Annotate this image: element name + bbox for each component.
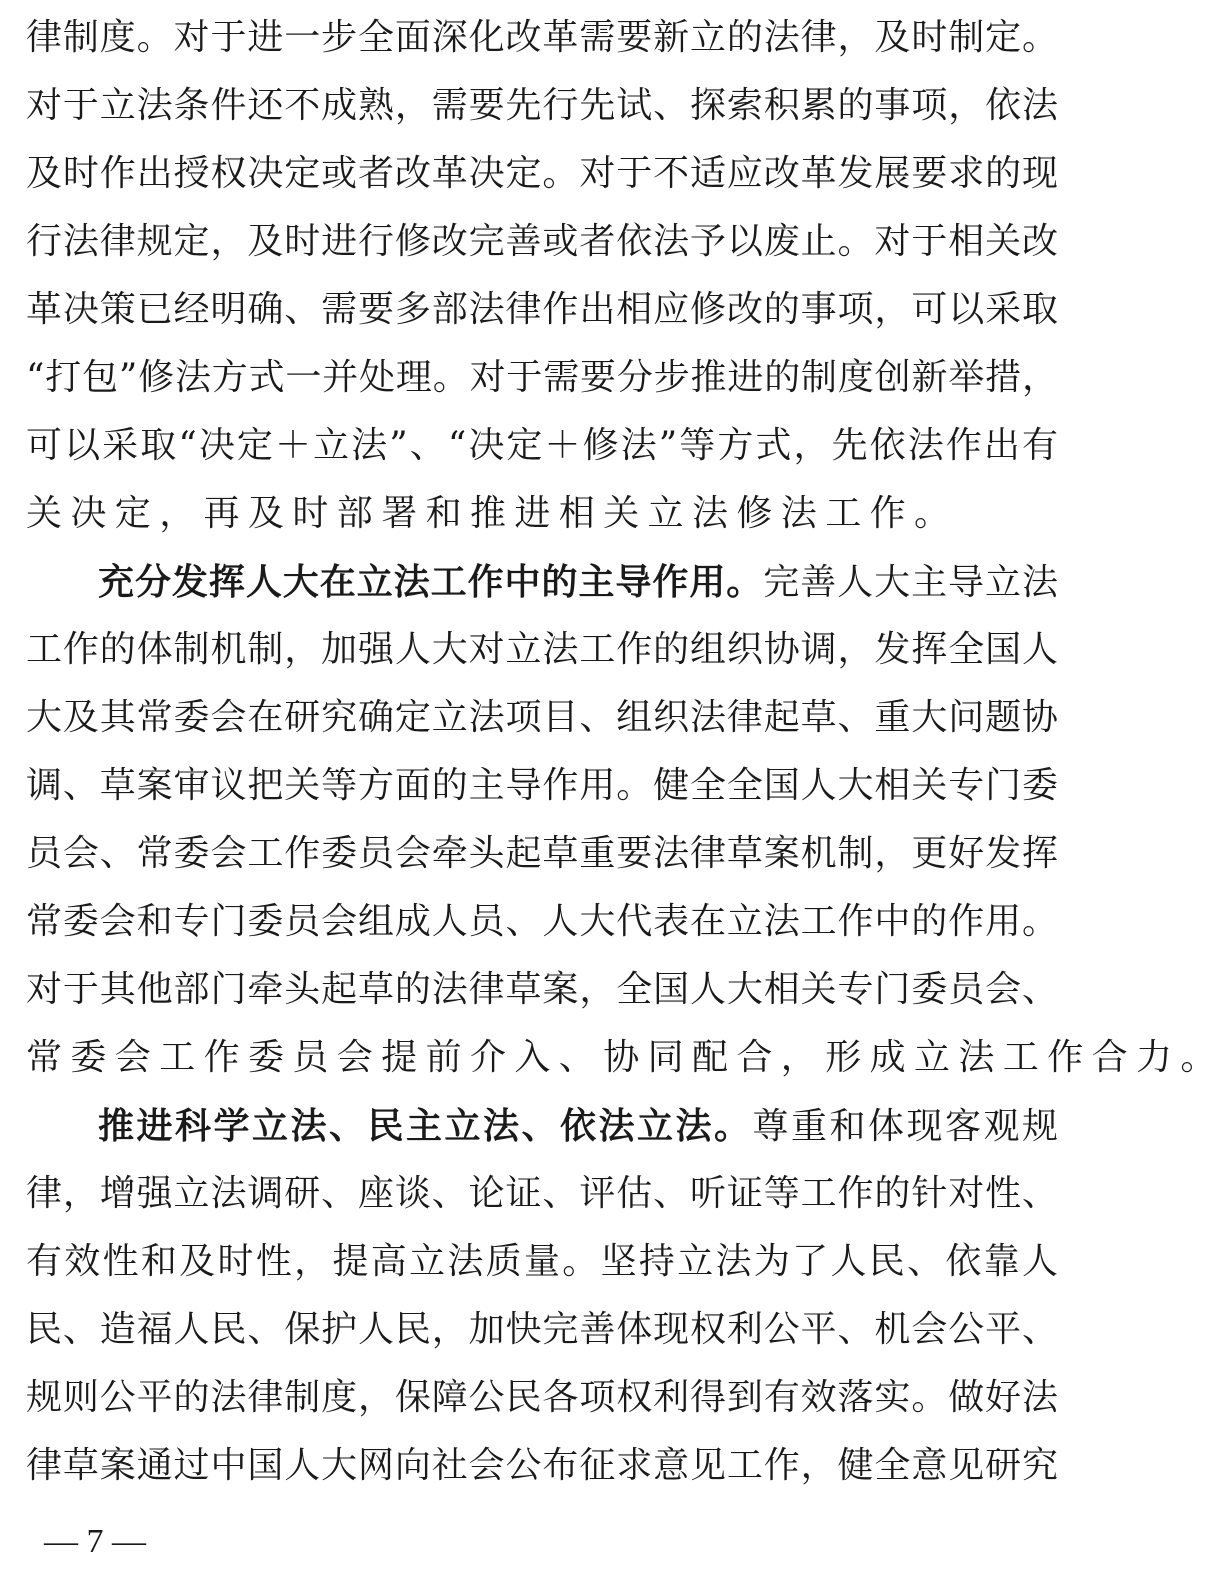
- text-line: 大及其常委会在研究确定立法项目、组织法律起草、重大问题协: [26, 697, 1058, 738]
- paragraph-heading: 充分发挥人大在立法工作中的主导作用。: [98, 561, 764, 603]
- text-line: 工作的体制机制，加强人大对立法工作的组织协调，发挥全国人: [26, 629, 1058, 670]
- paragraph-heading: 推进科学立法、民主立法、依法立法。: [98, 1105, 753, 1147]
- text-line: 员会、常委会工作委员会牵头起草重要法律草案机制，更好发挥: [26, 833, 1058, 874]
- text-line: “打包”修法方式一并处理。对于需要分步推进的制度创新举措，: [26, 357, 1058, 398]
- text-line: 常委会工作委员会提前介入、协同配合，形成立法工作合力。: [26, 1037, 1225, 1078]
- text-line: 革决策已经明确、需要多部法律作出相应修改的事项，可以采取: [26, 289, 1058, 330]
- document-body: [26, 4, 1225, 1500]
- paragraph-first-line: [26, 548, 1058, 616]
- paragraph-text: 尊重和体现客观规: [752, 1106, 1058, 1147]
- text-line: 对于其他部门牵头起草的法律草案，全国人大相关专门委员会、: [26, 969, 1058, 1010]
- page-number: — 7 —: [44, 1523, 146, 1560]
- text-line: 对于立法条件还不成熟，需要先行先试、探索积累的事项，依法: [26, 85, 1058, 126]
- paragraph-first-line: [26, 1092, 1058, 1160]
- text-line: 调、草案审议把关等方面的主导作用。健全全国人大相关专门委: [26, 765, 1058, 806]
- text-line: 有效性和及时性，提高立法质量。坚持立法为了人民、依靠人: [26, 1241, 1058, 1282]
- text-line: 行法律规定，及时进行修改完善或者依法予以废止。对于相关改: [26, 221, 1058, 262]
- text-line: 律草案通过中国人大网向社会公布征求意见工作，健全意见研究: [26, 1445, 1058, 1486]
- text-line: 律，增强立法调研、座谈、论证、评估、听证等工作的针对性、: [26, 1173, 1058, 1214]
- text-line: 及时作出授权决定或者改革决定。对于不适应改革发展要求的现: [26, 153, 1058, 194]
- text-line: 常委会和专门委员会组成人员、人大代表在立法工作中的作用。: [26, 901, 1058, 942]
- text-line: 可以采取“决定＋立法”、“决定＋修法”等方式，先依法作出有: [26, 425, 1058, 466]
- text-line: 民、造福人民、保护人民，加快完善体现权利公平、机会公平、: [26, 1309, 1058, 1350]
- text-line: 规则公平的法律制度，保障公民各项权利得到有效落实。做好法: [26, 1377, 1058, 1418]
- paragraph-text: 完善人大主导立法: [763, 562, 1058, 603]
- text-line: 关决定，再及时部署和推进相关立法修法工作。: [26, 493, 959, 534]
- text-line: 律制度。对于进一步全面深化改革需要新立的法律，及时制定。: [26, 17, 1058, 58]
